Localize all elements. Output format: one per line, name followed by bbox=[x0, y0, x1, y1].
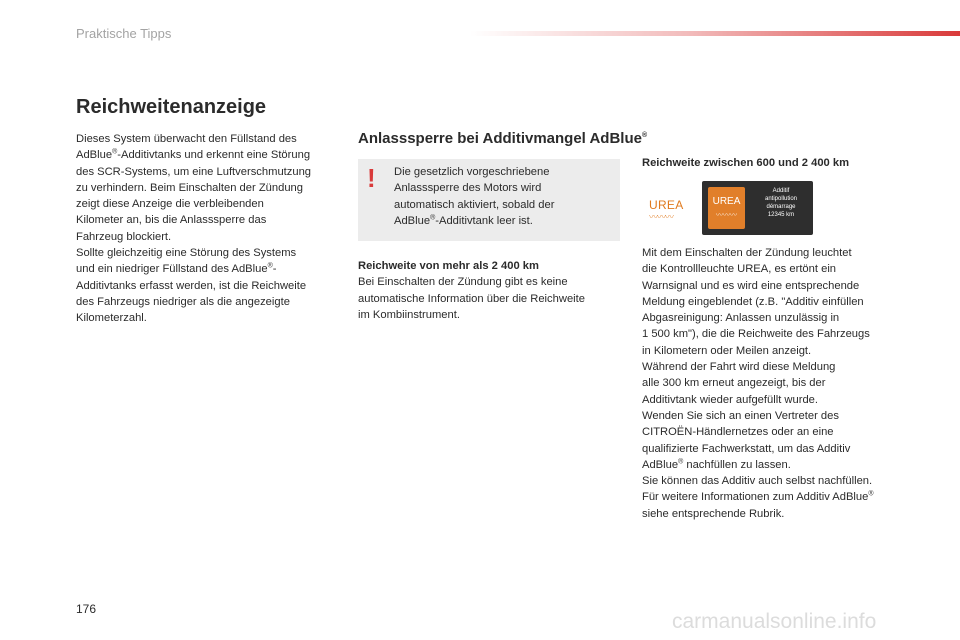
intro-paragraph: Dieses System überwacht den Füllstand des AdBlue®-Additivtanks und erkennt eine Störung des SCR-Systems, um eine Luftverschmutzung zu verhindern. Beim Einschalten der Zündung zeigt diese Anzeige die verbleibenden Kilometer an, bis die Anlasssperre das Fahrzeug blockiert. Sollte gleichzeitig eine Störung des Systems und ein niedriger Füllstand des AdBlue®- Additivtanks erfasst werden, ist die Reichweite des Fahrzeugs niedriger als die angezeigte Kilometerzahl. bbox=[76, 133, 312, 325]
urea-display-tile: UREA 〰〰〰 bbox=[708, 187, 745, 229]
urea-warning-lamp-icon: UREA bbox=[649, 198, 684, 212]
warning-text: Die gesetzlich vorgeschriebene Anlasssperre des Motors wird automatisch aktiviert, sobald der AdBlue®-Additivtank leer ist. bbox=[394, 166, 555, 227]
range-more-heading: Reichweite von mehr als 2 400 km bbox=[358, 260, 539, 272]
display-message: Additif antipollution démarrage 12345 km bbox=[764, 188, 798, 218]
chapter-title: Praktische Tipps bbox=[76, 26, 172, 41]
exclamation-icon: ! bbox=[367, 163, 376, 193]
wave-icon: 〰〰〰 bbox=[716, 212, 737, 219]
range-more-block: Reichweite von mehr als 2 400 km Bei Einschalten der Zündung gibt es keine automatische Information über die Reichweite im Kombiinstrument. bbox=[358, 260, 585, 321]
instrument-display bbox=[702, 181, 813, 235]
page-number: 176 bbox=[76, 602, 97, 616]
subsection-title: Anlasssperre bei Additivmangel AdBlue® bbox=[358, 130, 648, 147]
range-between-heading: Reichweite zwischen 600 und 2 400 km bbox=[642, 157, 850, 169]
watermark: carmanualsonline.info bbox=[672, 610, 877, 633]
range-between-text: Mit dem Einschalten der Zündung leuchtet die Kontrollleuchte UREA, es ertönt ein Warnsignal und es wird eine entsprechende Meldung eingeblendet (z.B. "Additiv einfüllen Abgasreinigung: Anlassen unzulässig in 1 500 km"), die die Reichweite des Fahrzeugs in Kilometern oder Meilen anzeigt. Während der Fahrt wird diese Meldung alle 300 km erneut angezeigt, bis der Additivtank wieder aufgefüllt wurde. Wenden Sie sich an einen Vertreter des CITROËN-Händlernetzes oder an eine qualifizierte Fachwerkstatt, um das Additiv AdBlue® nachfüllen zu lassen. Sie können das Additiv auch selbst nachfüllen. Für weitere Informationen zum Additiv AdBlue® siehe entsprechende Rubrik. bbox=[642, 247, 874, 520]
header-accent-bar bbox=[470, 31, 960, 36]
urea-wave-icon: 〰〰〰 bbox=[649, 212, 674, 222]
section-title: Reichweitenanzeige bbox=[76, 96, 267, 118]
